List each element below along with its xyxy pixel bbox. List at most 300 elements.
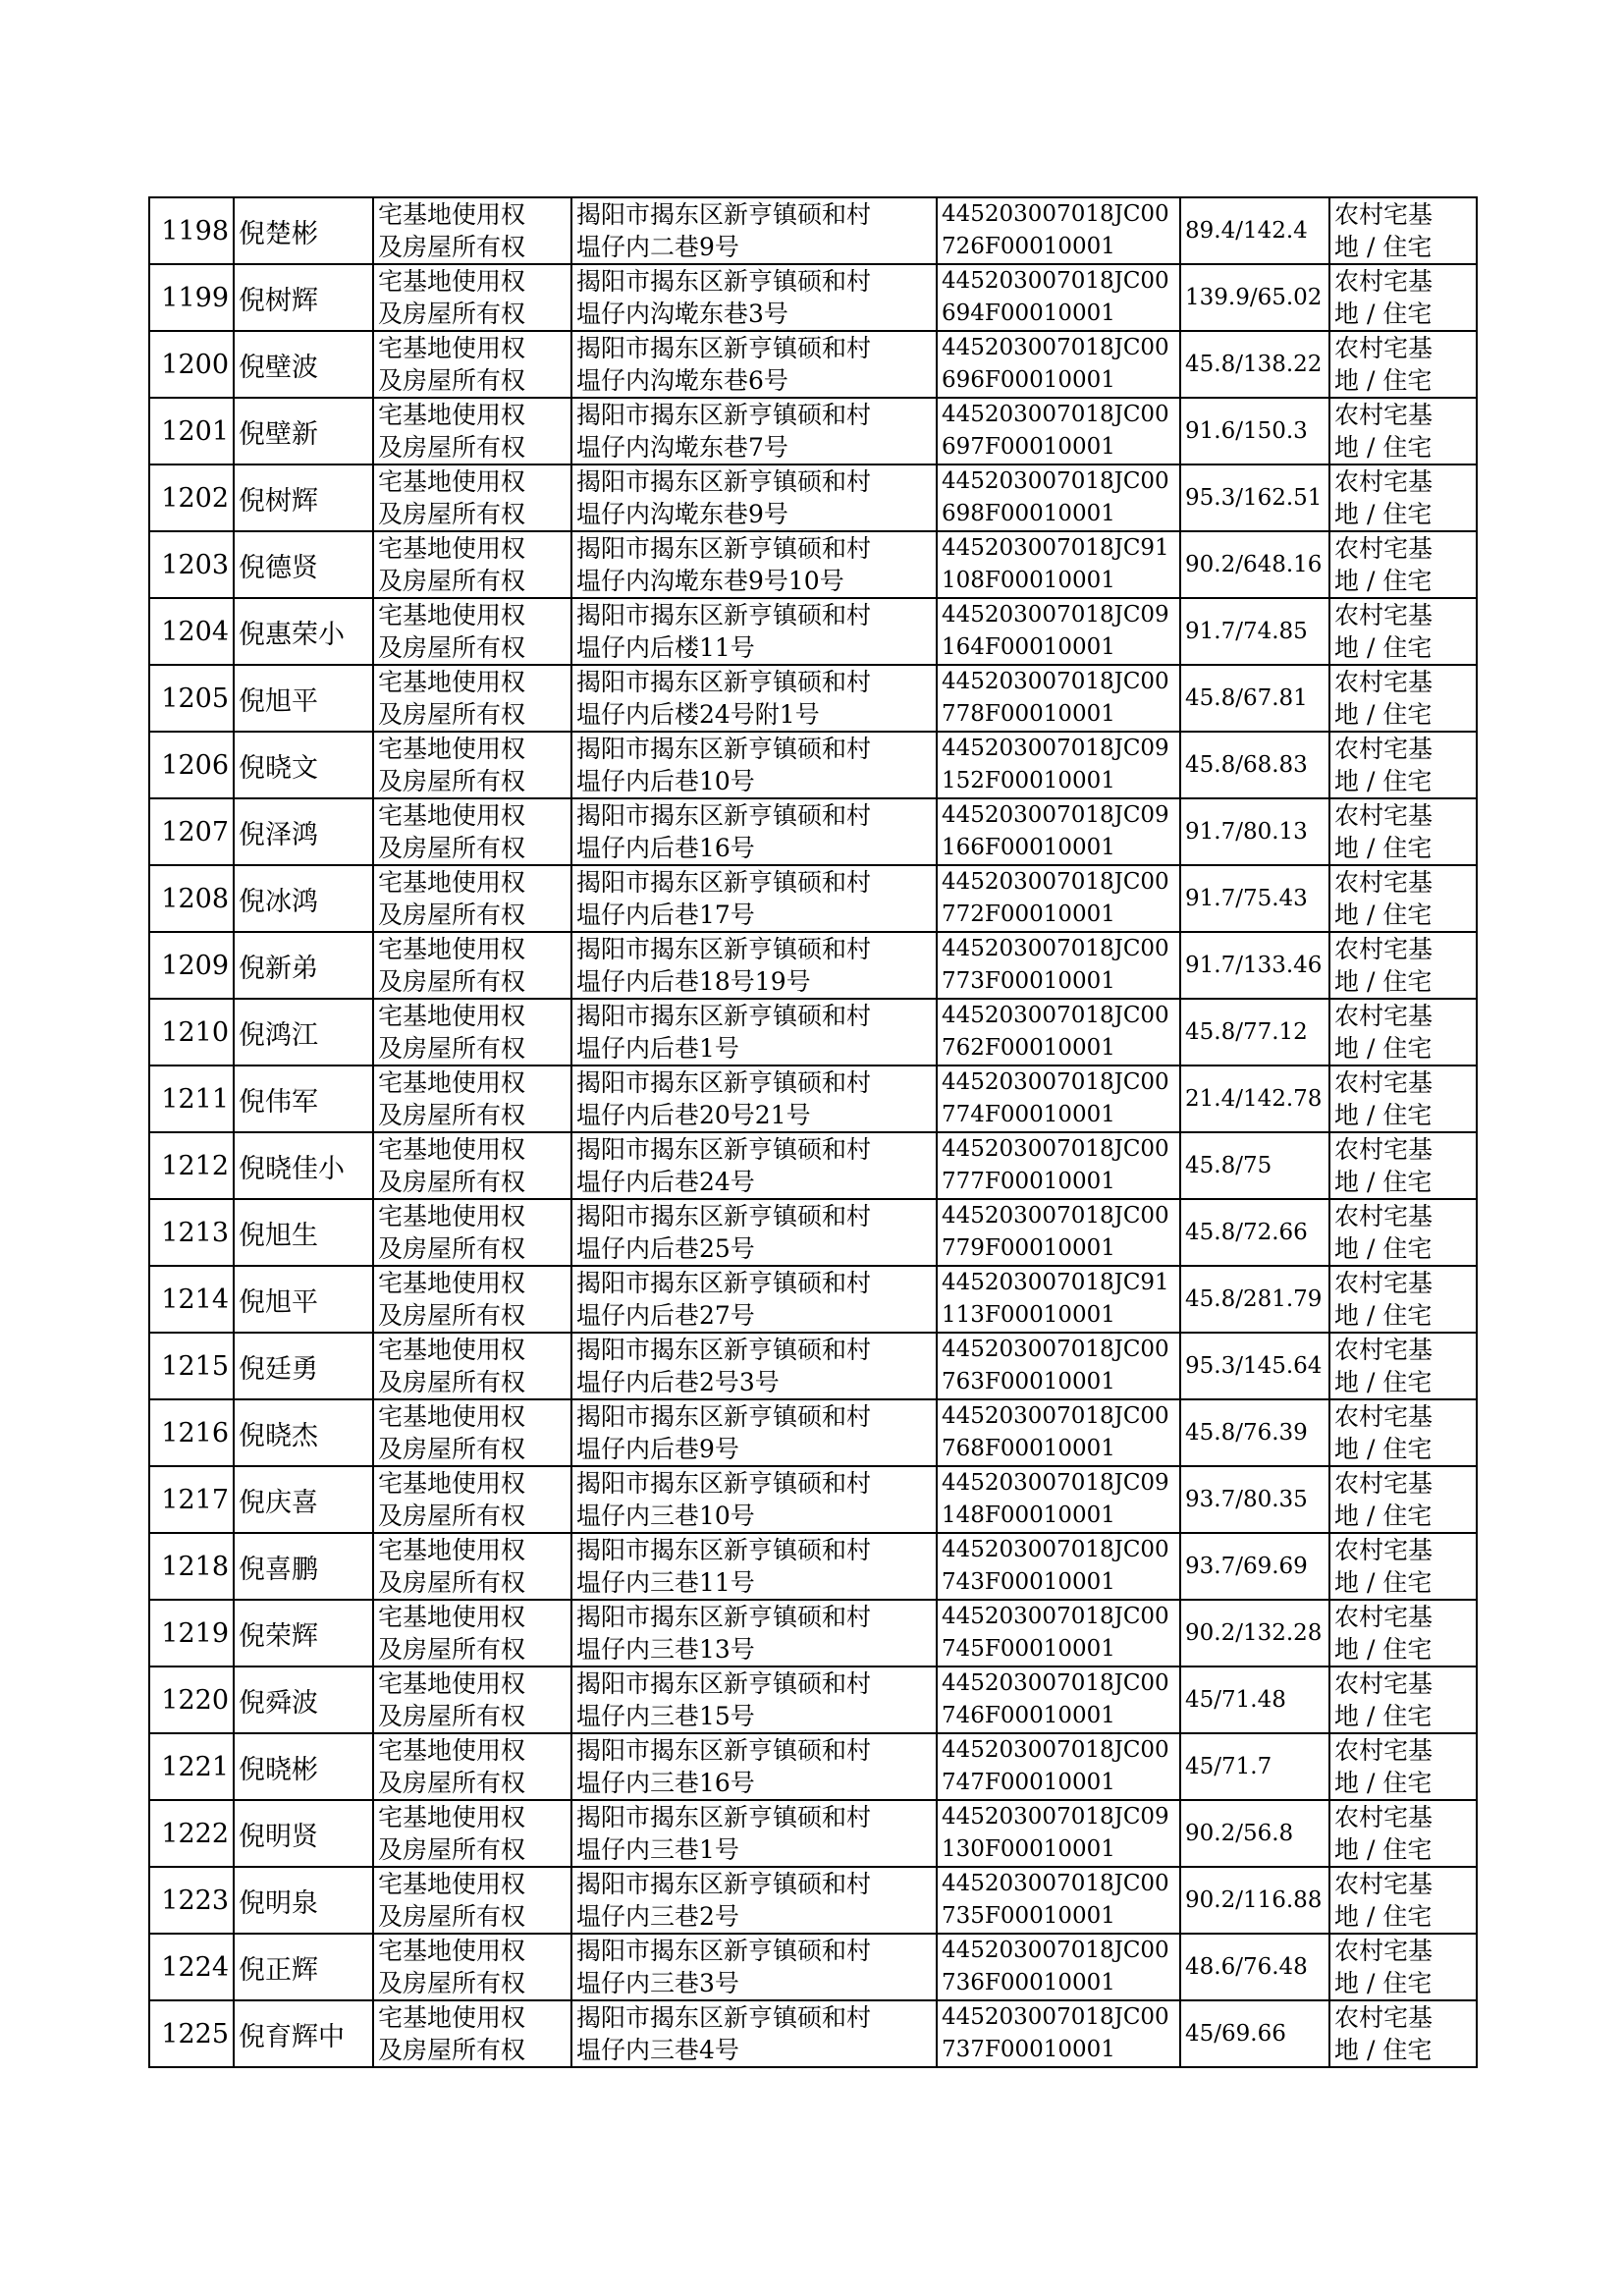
unit-code-cell-line-1: 445203007018JC00 [942,1136,1169,1162]
unit-code-cell-line-1: 445203007018JC00 [942,1403,1169,1429]
area-cell: 91.7/74.85 [1180,598,1329,665]
land-use-cell [1329,1399,1477,1466]
address-cell-line-1: 揭阳市揭东区新亨镇硕和村 [576,1269,872,1297]
right-type-cell-line-2: 及房屋所有权 [378,767,526,795]
right-type-cell-line-1: 宅基地使用权 [378,801,526,830]
address-cell-line-2: 塭仔内沟墘东巷6号 [576,366,788,395]
address-cell-line-1: 揭阳市揭东区新亨镇硕和村 [576,735,872,763]
address-cell-line-1: 揭阳市揭东区新亨镇硕和村 [576,1536,872,1564]
owner-name-cell: 倪旭平 [234,665,373,732]
table-row [149,1533,1477,1600]
right-type-cell-line-2: 及房屋所有权 [378,1168,526,1196]
right-type-cell [373,1533,571,1600]
right-type-cell-line-2: 及房屋所有权 [378,1234,526,1263]
unit-code-cell-line-2: 735F00010001 [942,1903,1115,1929]
table-row [149,1934,1477,2000]
address-cell-line-1: 揭阳市揭东区新亨镇硕和村 [576,334,872,362]
land-use-cell-line-1: 农村宅基 [1334,935,1434,963]
right-type-cell-line-2: 及房屋所有权 [378,1034,526,1063]
unit-code-cell-line-2: 130F00010001 [942,1836,1115,1862]
owner-name-cell: 倪鸿江 [234,999,373,1066]
land-use-cell-line-1: 农村宅基 [1334,467,1434,496]
table-row [149,732,1477,798]
unit-code-cell-line-1: 445203007018JC09 [942,1470,1169,1496]
table-row [149,331,1477,398]
land-use-cell [1329,1733,1477,1800]
address-cell-line-1: 揭阳市揭东区新亨镇硕和村 [576,401,872,429]
address-cell-line-1: 揭阳市揭东区新亨镇硕和村 [576,267,872,296]
area-cell: 45/69.66 [1180,2000,1329,2067]
land-use-cell-line-1: 农村宅基 [1334,1937,1434,1965]
land-use-cell-line-1: 农村宅基 [1334,1803,1434,1831]
unit-code-cell [937,531,1180,598]
area-cell: 45.8/68.83 [1180,732,1329,798]
land-use-cell-line-1: 农村宅基 [1334,1002,1434,1030]
land-use-cell [1329,999,1477,1066]
owner-name-cell: 倪明贤 [234,1800,373,1867]
address-cell [571,1066,937,1132]
unit-code-cell-line-2: 773F00010001 [942,968,1115,994]
land-use-cell-line-2: 地 / 住宅 [1334,1368,1433,1396]
land-use-cell-line-2: 地 / 住宅 [1334,1702,1433,1730]
right-type-cell [373,331,571,398]
row-number-cell: 1225 [149,2000,234,2067]
unit-code-cell-line-2: 152F00010001 [942,768,1115,793]
row-number-cell: 1209 [149,932,234,999]
area-cell: 95.3/162.51 [1180,464,1329,531]
area-cell: 45.8/77.12 [1180,999,1329,1066]
right-type-cell [373,1800,571,1867]
address-cell-line-1: 揭阳市揭东区新亨镇硕和村 [576,1669,872,1698]
unit-code-cell [937,1333,1180,1399]
address-cell-line-1: 揭阳市揭东区新亨镇硕和村 [576,1336,872,1364]
address-cell-line-2: 塭仔内三巷4号 [576,2036,739,2064]
land-use-cell-line-1: 农村宅基 [1334,668,1434,696]
right-type-cell-line-2: 及房屋所有权 [378,433,526,462]
address-cell [571,999,937,1066]
area-cell: 91.7/80.13 [1180,798,1329,865]
right-type-cell-line-2: 及房屋所有权 [378,2036,526,2064]
owner-name-cell: 倪泽鸿 [234,798,373,865]
right-type-cell [373,1333,571,1399]
unit-code-cell [937,464,1180,531]
land-use-cell-line-1: 农村宅基 [1334,200,1434,229]
table-row [149,1333,1477,1399]
land-use-cell-line-1: 农村宅基 [1334,1469,1434,1498]
unit-code-cell [937,398,1180,464]
address-cell-line-1: 揭阳市揭东区新亨镇硕和村 [576,1135,872,1164]
unit-code-cell-line-2: 737F00010001 [942,2037,1115,2062]
right-type-cell-line-1: 宅基地使用权 [378,2003,526,2032]
land-use-cell-line-2: 地 / 住宅 [1334,1034,1433,1063]
right-type-cell [373,1066,571,1132]
unit-code-cell [937,932,1180,999]
right-type-cell [373,531,571,598]
address-cell-line-1: 揭阳市揭东区新亨镇硕和村 [576,601,872,629]
land-use-cell-line-2: 地 / 住宅 [1334,1568,1433,1597]
unit-code-cell [937,598,1180,665]
land-use-cell-line-2: 地 / 住宅 [1334,967,1433,996]
area-cell: 91.7/75.43 [1180,865,1329,932]
address-cell [571,1800,937,1867]
land-use-cell [1329,464,1477,531]
unit-code-cell [937,1199,1180,1266]
address-cell-line-2: 塭仔内后巷10号 [576,767,755,795]
land-use-cell [1329,665,1477,732]
land-use-cell [1329,1533,1477,1600]
owner-name-cell: 倪舜波 [234,1667,373,1733]
unit-code-cell-line-2: 697F00010001 [942,434,1115,460]
unit-code-cell-line-1: 445203007018JC09 [942,1804,1169,1830]
row-number-cell: 1213 [149,1199,234,1266]
right-type-cell-line-2: 及房屋所有权 [378,901,526,929]
land-use-cell-line-2: 地 / 住宅 [1334,1635,1433,1664]
right-type-cell-line-1: 宅基地使用权 [378,1002,526,1030]
unit-code-cell-line-2: 726F00010001 [942,234,1115,259]
right-type-cell-line-2: 及房屋所有权 [378,300,526,328]
area-cell: 45.8/72.66 [1180,1199,1329,1266]
address-cell [571,1733,937,1800]
right-type-cell-line-1: 宅基地使用权 [378,401,526,429]
address-cell [571,531,937,598]
right-type-cell-line-2: 及房屋所有权 [378,567,526,595]
address-cell [571,732,937,798]
land-use-cell-line-2: 地 / 住宅 [1334,700,1433,729]
address-cell-line-2: 塭仔内后巷18号19号 [576,967,811,996]
right-type-cell-line-1: 宅基地使用权 [378,1736,526,1765]
address-cell-line-2: 塭仔内沟墘东巷7号 [576,433,788,462]
unit-code-cell [937,1667,1180,1733]
address-cell [571,1667,937,1733]
right-type-cell [373,2000,571,2067]
land-use-cell-line-1: 农村宅基 [1334,1603,1434,1631]
address-cell [571,665,937,732]
address-cell-line-1: 揭阳市揭东区新亨镇硕和村 [576,1469,872,1498]
unit-code-cell-line-1: 445203007018JC00 [942,869,1169,895]
unit-code-cell-line-2: 772F00010001 [942,902,1115,927]
row-number-cell: 1201 [149,398,234,464]
row-number-cell: 1215 [149,1333,234,1399]
unit-code-cell-line-2: 774F00010001 [942,1102,1115,1127]
address-cell [571,1399,937,1466]
address-cell-line-2: 塭仔内后楼24号附1号 [576,700,820,729]
unit-code-cell-line-1: 445203007018JC09 [942,736,1169,761]
right-type-cell [373,1600,571,1667]
right-type-cell-line-2: 及房屋所有权 [378,1835,526,1864]
row-number-cell: 1210 [149,999,234,1066]
unit-code-cell-line-2: 736F00010001 [942,1970,1115,1995]
right-type-cell [373,1934,571,2000]
unit-code-cell-line-2: 698F00010001 [942,501,1115,526]
owner-name-cell: 倪壁新 [234,398,373,464]
unit-code-cell-line-1: 445203007018JC00 [942,1069,1169,1095]
address-cell-line-2: 塭仔内沟墘东巷3号 [576,300,788,328]
unit-code-cell-line-1: 445203007018JC00 [942,1537,1169,1562]
right-type-cell [373,398,571,464]
right-type-cell-line-1: 宅基地使用权 [378,1937,526,1965]
row-number-cell: 1216 [149,1399,234,1466]
unit-code-cell-line-2: 745F00010001 [942,1636,1115,1662]
unit-code-cell [937,1399,1180,1466]
address-cell [571,932,937,999]
owner-name-cell: 倪晓彬 [234,1733,373,1800]
unit-code-cell-line-1: 445203007018JC91 [942,535,1169,561]
unit-code-cell-line-2: 743F00010001 [942,1569,1115,1595]
unit-code-cell [937,1132,1180,1199]
address-cell [571,331,937,398]
land-use-cell-line-2: 地 / 住宅 [1334,1234,1433,1263]
address-cell [571,598,937,665]
address-cell-line-2: 塭仔内三巷1号 [576,1835,739,1864]
address-cell [571,1533,937,1600]
address-cell-line-1: 揭阳市揭东区新亨镇硕和村 [576,868,872,897]
right-type-cell [373,1266,571,1333]
owner-name-cell: 倪冰鸿 [234,865,373,932]
right-type-cell [373,464,571,531]
land-use-cell [1329,398,1477,464]
right-type-cell [373,197,571,264]
address-cell-line-2: 塭仔内后巷24号 [576,1168,755,1196]
land-use-cell-line-1: 农村宅基 [1334,1870,1434,1898]
unit-code-cell [937,798,1180,865]
row-number-cell: 1207 [149,798,234,865]
unit-code-cell-line-2: 762F00010001 [942,1035,1115,1061]
unit-code-cell-line-1: 445203007018JC00 [942,1670,1169,1696]
row-number-cell: 1200 [149,331,234,398]
right-type-cell-line-2: 及房屋所有权 [378,1502,526,1530]
table-row [149,1600,1477,1667]
area-cell: 91.7/133.46 [1180,932,1329,999]
right-type-cell-line-2: 及房屋所有权 [378,1635,526,1664]
land-use-cell [1329,2000,1477,2067]
area-cell: 45.8/67.81 [1180,665,1329,732]
unit-code-cell [937,264,1180,331]
land-use-cell-line-1: 农村宅基 [1334,1269,1434,1297]
row-number-cell: 1208 [149,865,234,932]
unit-code-cell-line-1: 445203007018JC00 [942,468,1169,494]
land-use-cell-line-2: 地 / 住宅 [1334,1101,1433,1129]
row-number-cell: 1203 [149,531,234,598]
owner-name-cell: 倪伟军 [234,1066,373,1132]
area-cell: 95.3/145.64 [1180,1333,1329,1399]
area-cell: 90.2/132.28 [1180,1600,1329,1667]
owner-name-cell: 倪明泉 [234,1867,373,1934]
land-use-cell-line-1: 农村宅基 [1334,1202,1434,1230]
right-type-cell [373,932,571,999]
address-cell-line-2: 塭仔内二巷9号 [576,233,739,261]
land-use-cell [1329,197,1477,264]
address-cell-line-1: 揭阳市揭东区新亨镇硕和村 [576,801,872,830]
address-cell [571,1266,937,1333]
address-cell [571,398,937,464]
land-use-cell [1329,1867,1477,1934]
right-type-cell-line-1: 宅基地使用权 [378,1135,526,1164]
address-cell-line-1: 揭阳市揭东区新亨镇硕和村 [576,668,872,696]
table-row [149,932,1477,999]
land-use-cell [1329,531,1477,598]
owner-name-cell: 倪晓佳小 [234,1132,373,1199]
table-row [149,1867,1477,1934]
table-row [149,1199,1477,1266]
unit-code-cell [937,1733,1180,1800]
right-type-cell-line-1: 宅基地使用权 [378,1870,526,1898]
land-use-cell [1329,732,1477,798]
land-use-cell-line-1: 农村宅基 [1334,401,1434,429]
area-cell: 45.8/281.79 [1180,1266,1329,1333]
land-use-cell [1329,932,1477,999]
land-use-cell [1329,1132,1477,1199]
unit-code-cell-line-1: 445203007018JC00 [942,1737,1169,1763]
property-rights-table [148,196,1478,2068]
owner-name-cell: 倪晓杰 [234,1399,373,1466]
table-row [149,531,1477,598]
owner-name-cell: 倪新弟 [234,932,373,999]
area-cell: 45/71.7 [1180,1733,1329,1800]
unit-code-cell-line-1: 445203007018JC91 [942,1270,1169,1295]
right-type-cell [373,1132,571,1199]
area-cell: 91.6/150.3 [1180,398,1329,464]
unit-code-cell-line-2: 777F00010001 [942,1169,1115,1194]
address-cell-line-2: 塭仔内三巷16号 [576,1769,755,1797]
area-cell: 45.8/138.22 [1180,331,1329,398]
address-cell [571,1867,937,1934]
owner-name-cell: 倪树辉 [234,264,373,331]
unit-code-cell [937,1600,1180,1667]
address-cell [571,1333,937,1399]
right-type-cell [373,665,571,732]
land-use-cell-line-2: 地 / 住宅 [1334,567,1433,595]
address-cell-line-1: 揭阳市揭东区新亨镇硕和村 [576,2003,872,2032]
row-number-cell: 1202 [149,464,234,531]
address-cell-line-2: 塭仔内沟墘东巷9号 [576,500,788,528]
area-cell: 90.2/116.88 [1180,1867,1329,1934]
address-cell-line-1: 揭阳市揭东区新亨镇硕和村 [576,1402,872,1431]
right-type-cell-line-1: 宅基地使用权 [378,1068,526,1097]
land-use-cell [1329,1333,1477,1399]
land-use-cell-line-2: 地 / 住宅 [1334,901,1433,929]
area-cell: 45.8/76.39 [1180,1399,1329,1466]
land-use-cell-line-2: 地 / 住宅 [1334,1769,1433,1797]
address-cell-line-2: 塭仔内三巷2号 [576,1902,739,1931]
right-type-cell-line-1: 宅基地使用权 [378,1269,526,1297]
address-cell-line-1: 揭阳市揭东区新亨镇硕和村 [576,1068,872,1097]
right-type-cell-line-2: 及房屋所有权 [378,1301,526,1330]
right-type-cell-line-2: 及房屋所有权 [378,1568,526,1597]
address-cell-line-2: 塭仔内三巷15号 [576,1702,755,1730]
land-use-cell-line-1: 农村宅基 [1334,1402,1434,1431]
right-type-cell-line-1: 宅基地使用权 [378,1336,526,1364]
right-type-cell [373,1399,571,1466]
unit-code-cell-line-1: 445203007018JC00 [942,1938,1169,1963]
right-type-cell-line-2: 及房屋所有权 [378,700,526,729]
land-use-cell-line-1: 农村宅基 [1334,1669,1434,1698]
right-type-cell-line-2: 及房屋所有权 [378,967,526,996]
owner-name-cell: 倪育辉中 [234,2000,373,2067]
unit-code-cell [937,1266,1180,1333]
right-type-cell [373,865,571,932]
right-type-cell-line-1: 宅基地使用权 [378,334,526,362]
land-use-cell-line-2: 地 / 住宅 [1334,366,1433,395]
land-use-cell-line-2: 地 / 住宅 [1334,300,1433,328]
row-number-cell: 1222 [149,1800,234,1867]
table-row [149,798,1477,865]
address-cell [571,1934,937,2000]
land-use-cell-line-2: 地 / 住宅 [1334,1435,1433,1463]
row-number-cell: 1219 [149,1600,234,1667]
table-row [149,598,1477,665]
address-cell-line-2: 塭仔内后巷25号 [576,1234,755,1263]
unit-code-cell-line-1: 445203007018JC00 [942,1871,1169,1896]
right-type-cell-line-2: 及房屋所有权 [378,1435,526,1463]
unit-code-cell-line-1: 445203007018JC09 [942,802,1169,828]
address-cell [571,264,937,331]
land-use-cell-line-1: 农村宅基 [1334,1135,1434,1164]
table-row [149,264,1477,331]
area-cell: 89.4/142.4 [1180,197,1329,264]
right-type-cell-line-1: 宅基地使用权 [378,1402,526,1431]
area-cell: 90.2/56.8 [1180,1800,1329,1867]
unit-code-cell-line-2: 166F00010001 [942,835,1115,860]
row-number-cell: 1205 [149,665,234,732]
address-cell [571,1466,937,1533]
right-type-cell-line-2: 及房屋所有权 [378,500,526,528]
right-type-cell-line-1: 宅基地使用权 [378,735,526,763]
address-cell [571,798,937,865]
row-number-cell: 1220 [149,1667,234,1733]
area-cell: 45/71.48 [1180,1667,1329,1733]
address-cell-line-2: 塭仔内三巷3号 [576,1969,739,1997]
unit-code-cell-line-2: 696F00010001 [942,367,1115,393]
right-type-cell-line-1: 宅基地使用权 [378,868,526,897]
address-cell-line-1: 揭阳市揭东区新亨镇硕和村 [576,1870,872,1898]
address-cell-line-2: 塭仔内后巷20号21号 [576,1101,811,1129]
table-row [149,665,1477,732]
address-cell-line-2: 塭仔内三巷13号 [576,1635,755,1664]
address-cell-line-1: 揭阳市揭东区新亨镇硕和村 [576,1803,872,1831]
unit-code-cell [937,2000,1180,2067]
address-cell-line-1: 揭阳市揭东区新亨镇硕和村 [576,935,872,963]
address-cell [571,197,937,264]
right-type-cell [373,1733,571,1800]
right-type-cell-line-1: 宅基地使用权 [378,668,526,696]
unit-code-cell-line-1: 445203007018JC00 [942,1604,1169,1629]
land-use-cell-line-1: 农村宅基 [1334,1536,1434,1564]
address-cell [571,1199,937,1266]
unit-code-cell [937,865,1180,932]
unit-code-cell [937,331,1180,398]
unit-code-cell-line-1: 445203007018JC00 [942,402,1169,427]
land-use-cell-line-1: 农村宅基 [1334,1736,1434,1765]
unit-code-cell-line-1: 445203007018JC00 [942,335,1169,360]
land-use-cell [1329,1266,1477,1333]
right-type-cell [373,1199,571,1266]
row-number-cell: 1218 [149,1533,234,1600]
unit-code-cell-line-2: 694F00010001 [942,301,1115,326]
row-number-cell: 1204 [149,598,234,665]
table-row [149,1399,1477,1466]
land-use-cell-line-2: 地 / 住宅 [1334,500,1433,528]
owner-name-cell: 倪晓文 [234,732,373,798]
unit-code-cell-line-2: 746F00010001 [942,1703,1115,1728]
right-type-cell-line-2: 及房屋所有权 [378,1101,526,1129]
right-type-cell-line-1: 宅基地使用权 [378,467,526,496]
address-cell-line-2: 塭仔内三巷11号 [576,1568,755,1597]
land-use-cell [1329,1466,1477,1533]
owner-name-cell: 倪廷勇 [234,1333,373,1399]
unit-code-cell-line-1: 445203007018JC00 [942,201,1169,227]
address-cell [571,2000,937,2067]
area-cell: 90.2/648.16 [1180,531,1329,598]
